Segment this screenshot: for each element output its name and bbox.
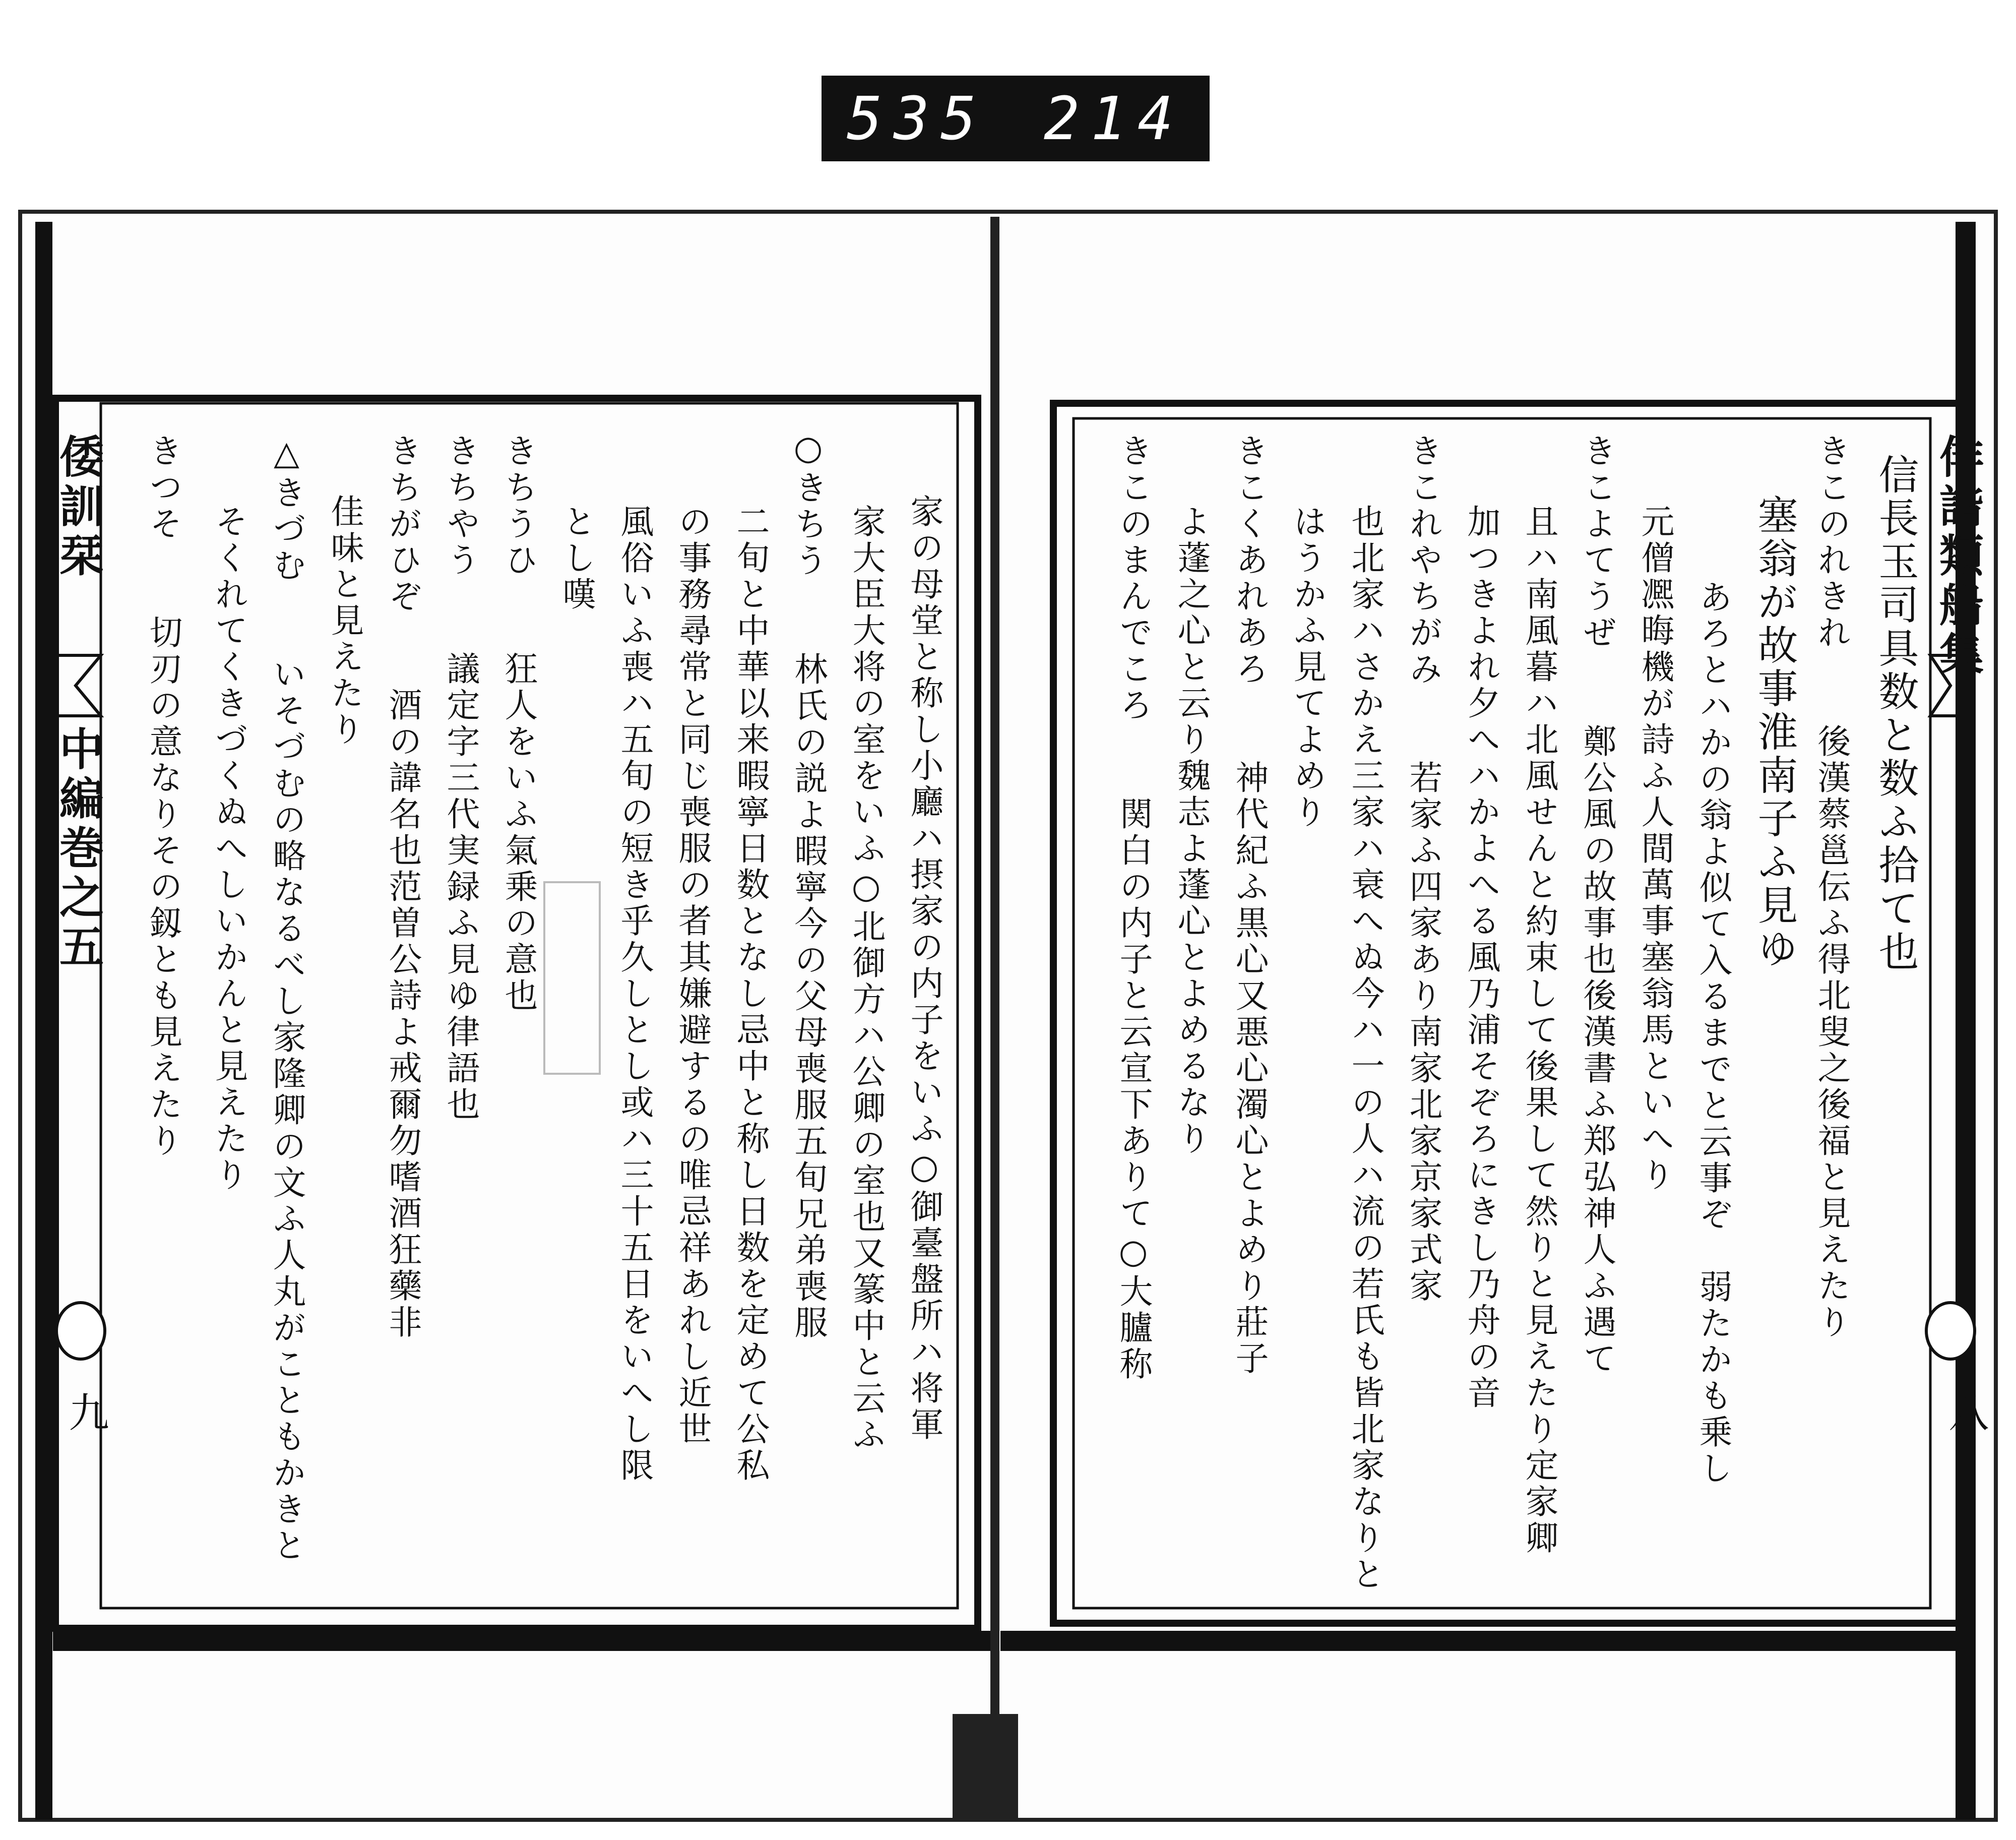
left-page-margin-volume: 中編巻之五: [52, 726, 105, 973]
left-col-5: の事務尋常と同じ喪服の者其嫌避するの唯忌祥あれし近世: [673, 504, 712, 1448]
left-page-circle-mark: [56, 1303, 105, 1359]
left-col-7: とし嘆: [557, 504, 596, 613]
right-col-2: きこのれきれ 後漢蔡邕伝ふ得北叟之後福と見えたり: [1812, 434, 1851, 1341]
scan-label-right: 214: [1043, 84, 1184, 153]
right-col-14: きこのまんでころ 関白の内子と云宣下ありて○大臚称: [1114, 434, 1153, 1383]
right-col-3: 塞翁が故事淮南子ふ見ゆ: [1751, 494, 1798, 971]
right-page-number: 八: [1942, 1391, 1989, 1432]
right-col-5: 元僧凞晦機が詩ふ人間萬事塞翁馬といへり: [1635, 504, 1674, 1194]
left-col-11: 佳味と見えたり: [325, 494, 364, 748]
left-bottom-band: [53, 1631, 990, 1651]
right-col-6: きこよてうぜ 鄭公風の故事也後漢書ふ郑弘神人ふ遇て: [1578, 434, 1616, 1377]
left-col-9: きちやう 議定字三代実録ふ見ゆ律語也: [441, 434, 480, 1123]
left-page-margin-title: 倭訓栞: [52, 434, 105, 582]
center-bottom-block: [953, 1714, 1018, 1820]
right-col-9: きこれやちがみ 若家ふ四家あり南家北家京家式家: [1404, 434, 1442, 1305]
right-col-13: よ蓬之心と云り魏志よ蓬心とよめるなり: [1172, 504, 1211, 1157]
left-col-6: 風俗いふ喪ハ五旬の短き乎久しとし或ハ三十五日をいへし限: [615, 504, 654, 1484]
right-col-7: 且ハ南風暮ハ北風せんと約束して後果して然りと見えたり定家卿: [1520, 504, 1558, 1557]
right-page-circle-mark: [1926, 1303, 1975, 1359]
right-col-11: はうかふ見てよめり: [1288, 504, 1327, 831]
left-col-8: きちうひ 狂人をいふ氣乗の意也: [499, 434, 538, 1014]
scan-label-left: 535: [847, 84, 988, 153]
left-col-1: 家の母堂と称し小廳ハ摂家の内子をいふ○御臺盤所ハ将軍: [905, 494, 943, 1443]
scan-label: [822, 76, 1210, 161]
right-page-margin-title: 俳諧類船集: [1932, 434, 1985, 681]
right-col-8: 加つきよれ夕へハかよへる風乃浦そぞろにきし乃舟の音: [1462, 504, 1500, 1412]
center-fold: [990, 217, 999, 1820]
left-col-2: 家大臣大将の室をいふ○北御方ハ公卿の室也又篆中と云ふ: [847, 504, 886, 1453]
left-col-10: きちがひぞ 酒の諱名也范曽公詩よ戒爾勿嗜酒狂藥非: [383, 434, 422, 1341]
left-spine-edge: [35, 222, 52, 1820]
left-col-3: ○きちう 林氏の説よ暇寧今の父母喪服五旬兄弟喪服: [789, 428, 828, 1341]
left-col-14: きつそ 切刃の意なりその釼とも見えたり: [144, 434, 182, 1159]
right-col-4: あろとハかの翁よ似て入るまでと云事ぞ 弱たかも乗し: [1693, 580, 1732, 1487]
right-bottom-band: [1000, 1631, 1956, 1651]
left-col-13: そくれてくきづくぬへしいかんと見えたり: [209, 504, 248, 1194]
left-page-number: 九: [62, 1391, 109, 1432]
right-col-10: 也北家ハさかえ三家ハ衰へぬ今ハ一の人ハ流の若氏も皆北家なりと: [1346, 504, 1384, 1593]
left-col-12: △きづむ いそづむの略なるべし家隆卿の文ふ人丸がこともかきと: [267, 434, 306, 1564]
right-col-12: きこくあれあろ 神代紀ふ黒心又悪心濁心とよめり莊子: [1230, 434, 1269, 1377]
left-col-4: 二旬と中華以来暇寧日数となし忌中と称し日数を定めて公私: [731, 504, 770, 1484]
right-col-1: 信長玉司具数と数ふ拾て也: [1872, 454, 1919, 974]
